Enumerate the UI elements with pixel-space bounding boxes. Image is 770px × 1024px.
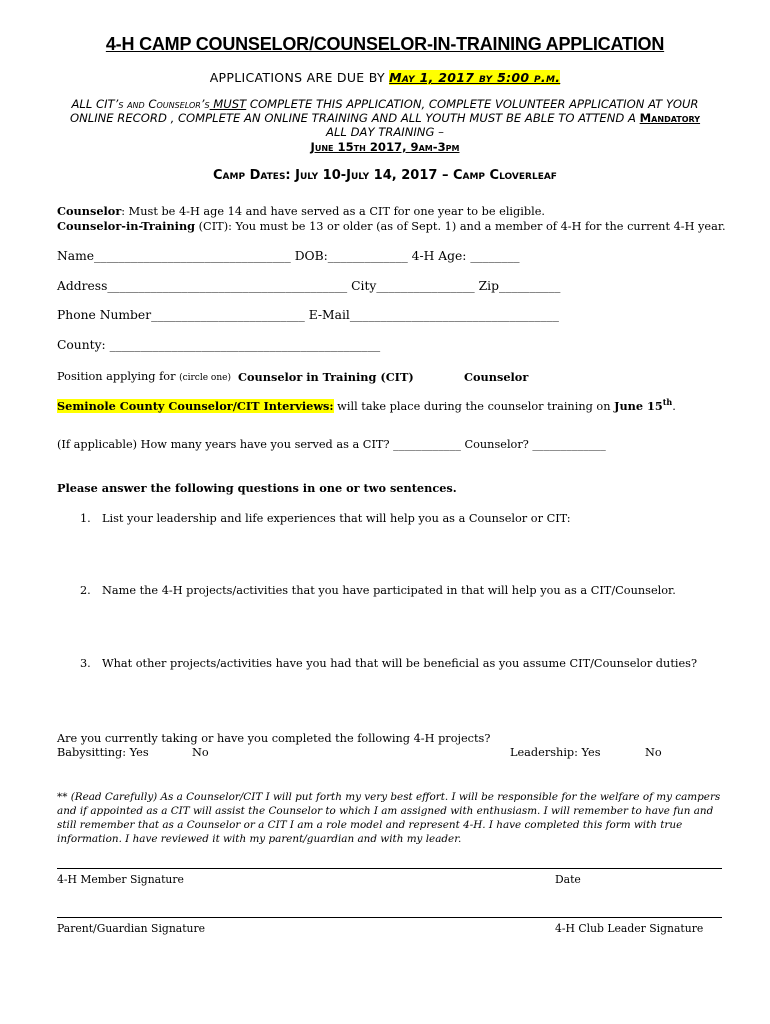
babysitting-no[interactable]: No (192, 746, 209, 759)
camp-dates: Camp Dates: July 10-July 14, 2017 – Camp Cloverleaf (213, 168, 557, 183)
counselor-label: Counselor (57, 204, 122, 218)
due-prefix: APPLICATIONS ARE DUE BY (209, 70, 390, 85)
interviews-date: June 15 (614, 398, 663, 413)
req-text-d: COMPLETE THIS APPLICATION, COMPLETE VOLUNTEER APPLICATION AT YOUR ONLINE RECORD , COMPLETE AN ONLINE TRAINING AND ALL YOUTH MUST BE ABLE TO ATTEND A (69, 97, 699, 126)
question-number: 2. (80, 584, 91, 597)
counselor-eligibility (57, 204, 545, 218)
name-dob-age-field[interactable]: Name________________________________ DOB:_____________ 4-H Age: ________ (57, 249, 520, 263)
training-date: June 15th 2017, 9am-3pm (310, 139, 460, 154)
req-text-a: ALL CIT’ (71, 97, 119, 111)
interviews-end: . (672, 399, 676, 413)
leadership-no[interactable]: No (645, 746, 662, 759)
position-label-text: Position applying for (57, 370, 180, 383)
babysitting-yes[interactable]: Babysitting: Yes (57, 746, 149, 759)
disclaimer: ** (Read Carefully) As a Counselor/CIT I will put forth my very best effort. I will be responsible for the welfare of my campers and if appointed as a CIT will assist the Counselor to which I am assigned with enthusiasm. I will remember to have fun and still remember that as a Counselor or a CIT I am a role model and represent 4-H. I have completed this form with true information. I have reviewed it with my parent/guardian and with my leader. (57, 791, 721, 845)
questions-heading: Please answer the following questions in one or two sentences. (57, 481, 457, 495)
address-city-zip-field[interactable]: Address_______________________________________ City________________ Zip__________ (57, 279, 561, 293)
requirements-notice (60, 97, 710, 154)
counselor-text: : Must be 4-H age 14 and have served as a CIT for one year to be eligible. (121, 205, 546, 218)
cit-label: Counselor-in-Training (57, 219, 196, 233)
req-must: MUST (209, 97, 247, 111)
question-number: 3. (80, 657, 91, 670)
parent-signature-label: Parent/Guardian Signature (57, 922, 206, 935)
req-text-b: s and Counselor’s (118, 97, 210, 111)
interviews-date-sup: th (662, 397, 673, 407)
signature-line-parent[interactable] (57, 917, 722, 918)
page-title: 4-H CAMP COUNSELOR/COUNSELOR-IN-TRAINING APPLICATION (105, 34, 665, 54)
phone-email-field[interactable]: Phone Number_________________________ E-Mail__________________________________ (57, 308, 559, 322)
date-label: Date (555, 873, 581, 886)
interviews-label: Seminole County Counselor/CIT Interviews: (57, 398, 334, 413)
req-text-e: ALL DAY TRAINING – (326, 125, 444, 140)
projects-question: Are you currently taking or have you completed the following 4-H projects? (57, 732, 491, 745)
cit-text: (CIT): You must be 13 or older (as of Sept. 1) and a member of 4-H for the current 4-H year. (195, 220, 726, 233)
member-signature-label: 4-H Member Signature (57, 873, 184, 886)
question-text: What other projects/activities have you had that will be beneficial as you assume CIT/Counselor duties? (102, 657, 698, 670)
position-hint: (circle one) (179, 373, 231, 383)
answer-area-3[interactable] (57, 675, 717, 725)
leadership-yes[interactable]: Leadership: Yes (510, 746, 601, 759)
cit-eligibility (57, 219, 726, 233)
due-date-line (0, 70, 770, 85)
county-field[interactable]: County: ____________________________________________ (57, 338, 381, 352)
req-mandatory: Mandatory (639, 111, 701, 126)
position-option-cit[interactable]: Counselor in Training (CIT) (238, 370, 414, 384)
due-date-highlight: May 1, 2017 by 5:00 p.m. (389, 70, 561, 85)
question-text: Name the 4-H projects/activities that you have participated in that will help you as a CIT/Counselor. (102, 584, 676, 597)
interviews-text: will take place during the counselor training on (333, 399, 615, 413)
position-option-counselor[interactable]: Counselor (464, 370, 529, 384)
question-text: List your leadership and life experiences that will help you as a Counselor or CIT: (102, 512, 571, 525)
signature-line-member[interactable] (57, 868, 722, 869)
answer-area-2[interactable] (57, 602, 717, 652)
question-number: 1. (80, 512, 91, 525)
leader-signature-label: 4-H Club Leader Signature (555, 922, 704, 935)
answer-area-1[interactable] (57, 530, 717, 578)
position-label (57, 370, 231, 383)
interviews-line (57, 397, 676, 413)
years-served-field[interactable]: (If applicable) How many years have you served as a CIT? ____________ Counselor? _____________ (57, 438, 606, 451)
